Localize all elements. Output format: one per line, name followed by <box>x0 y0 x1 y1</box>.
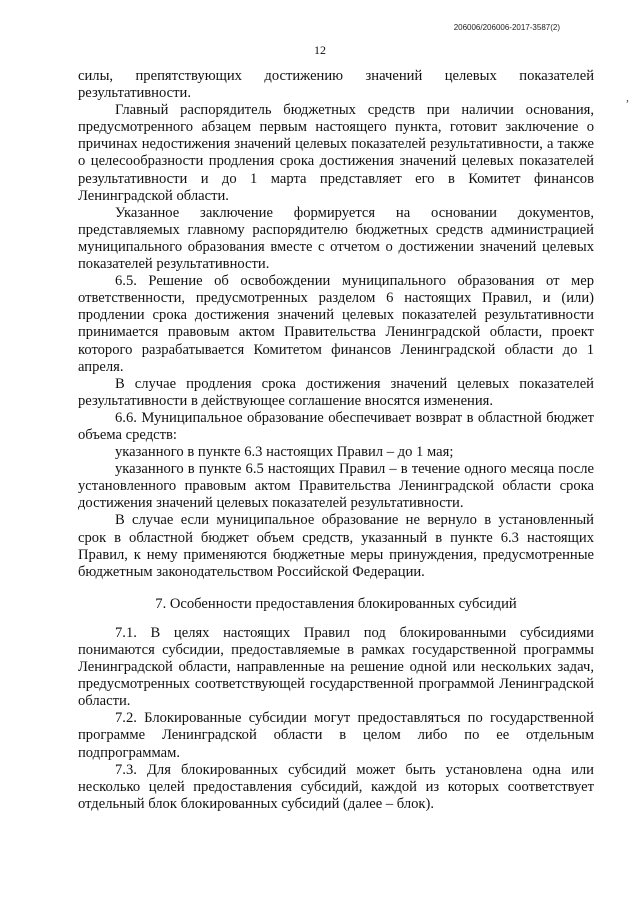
paragraph: В случае если муниципальное образование не вернуло в установленный срок в областной бюджет объем средств, указанный в пункте 6.3 настоящих Правил, к нему применяются бюджетные меры принуждения, предусмотренные бюджетным законодательством Российской Федерации. <box>78 512 594 580</box>
page-number: 12 <box>314 43 326 57</box>
paragraph: 7.2. Блокированные субсидии могут предоставляться по государственной программе Ленинградской области в целом либо по ее отдельным подпрограммам. <box>78 710 594 761</box>
document-id: 206006/206006-2017-3587(2) <box>453 23 560 32</box>
document-body <box>78 68 594 813</box>
section-heading: 7. Особенности предоставления блокированных субсидий <box>155 595 517 612</box>
paragraph: Указанное заключение формируется на основании документов, представляемых главному распорядителю бюджетных средств администрацией муниципального образования вместе с отчетом о достижении значений целевых показателей результативности. <box>78 204 594 273</box>
paragraph: 6.6. Муниципальное образование обеспечивает возврат в областной бюджет объема средств: <box>78 409 594 443</box>
paragraph: Главный распорядитель бюджетных средств при наличии основания, предусмотренного абзацем первым настоящего пункта, готовит заключение о причинах недостижения значений целевых показателей результативности, а также о целесообразности продления срока достижения значений целевых показателей результативности и до 1 марта представляет его в Комитет финансов Ленинградской области. <box>78 102 594 204</box>
paragraph: указанного в пункте 6.3 настоящих Правил – до 1 мая; <box>115 444 454 461</box>
paragraph: указанного в пункте 6.5 настоящих Правил – в течение одного месяца после установленного правовым актом Правительства Ленинградской области срока достижения значений целевых показателей результативности. <box>78 461 594 512</box>
paragraph: 7.3. Для блокированных субсидий может быть установлена одна или несколько целей предоставления субсидий, каждой из которых соответствует отдельный блок блокированных субсидий (далее – блок). <box>78 761 594 812</box>
paragraph: В случае продления срока достижения значений целевых показателей результативности в действующее соглашение вносятся изменения. <box>78 375 594 409</box>
paragraph: силы, препятствующих достижению значений целевых показателей результативности. <box>78 68 594 102</box>
margin-mark: , <box>626 90 629 104</box>
paragraph: 7.1. В целях настоящих Правил под блокированными субсидиями понимаются субсидии, предоставляемые в рамках государственной программы Ленинградской области, направленные на решение одной или нескольких задач, предусмотренных соответствующей государственной программой Ленинградской области. <box>78 624 594 710</box>
paragraph: 6.5. Решение об освобождении муниципального образования от мер ответственности, предусмотренных разделом 6 настоящих Правил, и (или) продлении срока достижения значений целевых показателей результативности принимается правовым актом Правительства Ленинградской области, проект которого разрабатывается Комитетом финансов Ленинградской области до 1 апреля. <box>78 273 594 375</box>
